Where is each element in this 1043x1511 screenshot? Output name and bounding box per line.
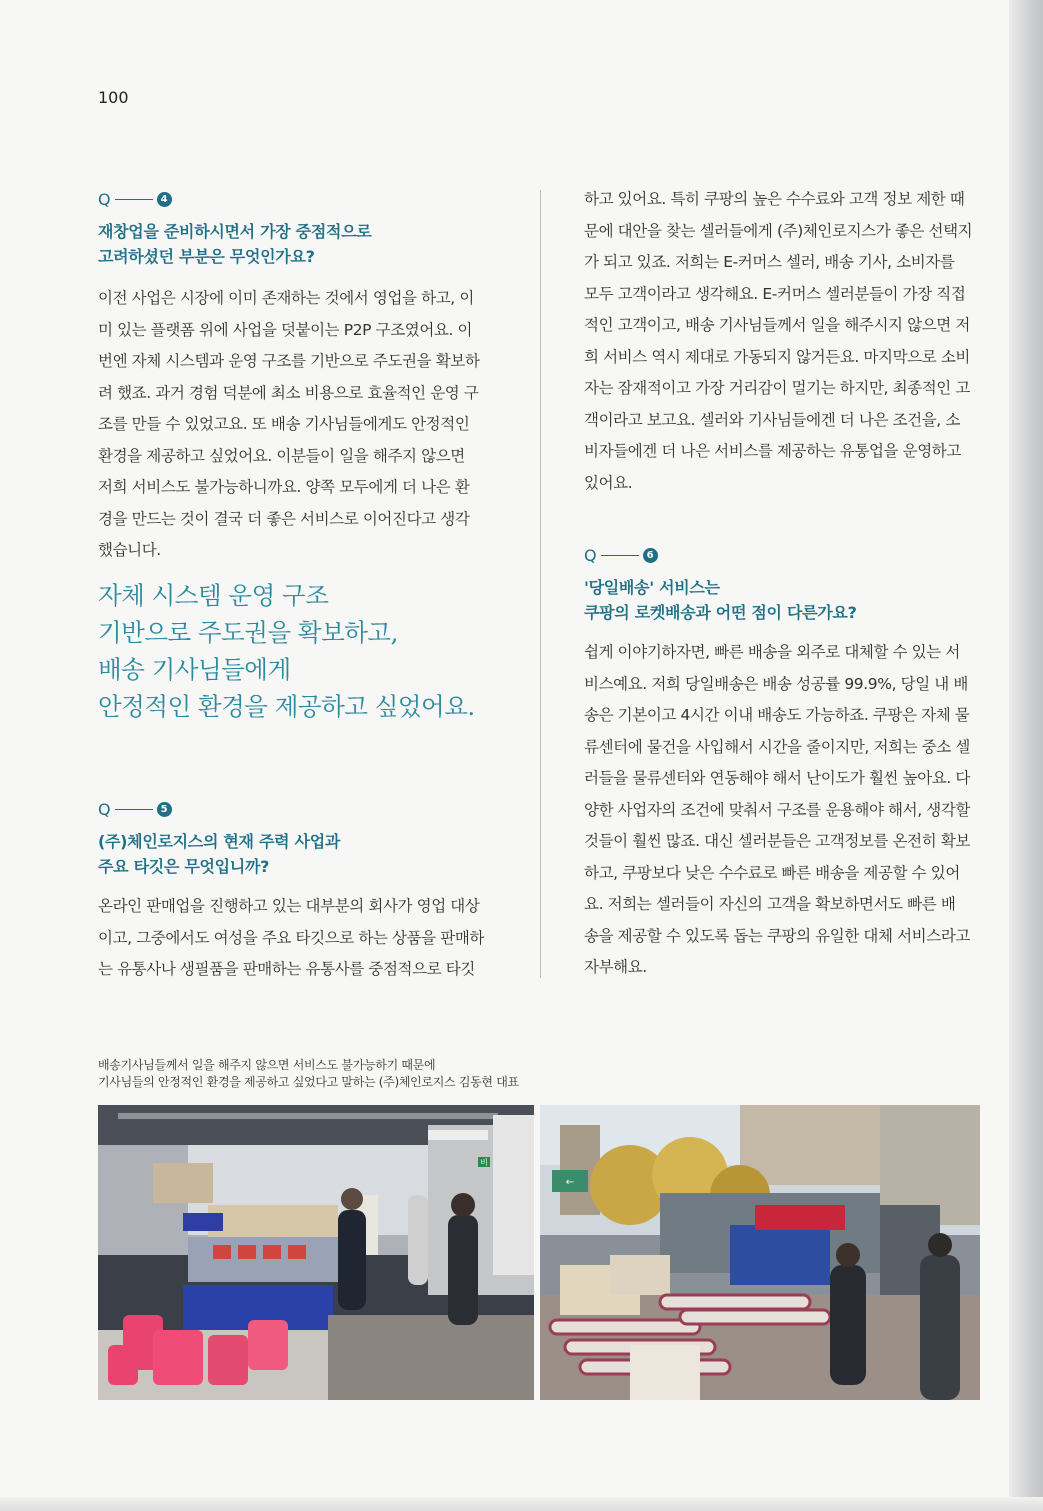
- pull-quote: [98, 577, 498, 725]
- q6-title-line: 쿠팡의 로켓배송과 어떤 점이 다른가요?: [584, 603, 857, 622]
- q4-answer-line: 저희 서비스도 불가능하니까요. 양쪽 모두에게 더 나은 환: [98, 478, 470, 496]
- q5-answer-line: 이고, 그중에서도 여성을 주요 타깃으로 하는 상품을 판매하: [98, 928, 484, 947]
- q6-title-line: '당일배송' 서비스는: [584, 578, 720, 597]
- q4-title-line: 재창업을 준비하시면서 가장 중점적으로: [98, 222, 372, 241]
- pull-quote-line: 기반으로 주도권을 확보하고,: [98, 617, 398, 647]
- q6-heading: [584, 546, 984, 565]
- left-column-q5: [98, 800, 498, 986]
- q5-answer-line: 있어요.: [584, 473, 633, 492]
- photo-caption: [98, 1057, 519, 1091]
- q5-title-line: (주)체인로지스의 현재 주력 사업과: [98, 832, 341, 851]
- q5-title-line: 주요 타깃은 무엇입니까?: [98, 857, 270, 876]
- q4-answer-line: 려 했죠. 과거 경험 덕분에 최소 비용으로 효율적인 운영 구: [98, 383, 479, 402]
- pull-quote-line: 배송 기사님들에게: [98, 654, 291, 684]
- q6-answer-line: 요. 저희는 셀러들이 자신의 고객을 확보하면서도 빠른 배: [584, 895, 956, 913]
- q5-answer-line: 는 유통사나 생필품을 판매하는 유통사를 중점적으로 타깃: [98, 960, 475, 978]
- street-sign-label: ←: [565, 1177, 575, 1188]
- q4-answer-line: 조를 만들 수 있었고요. 또 배송 기사님들에게도 안정적인: [98, 415, 470, 433]
- street-scene-illustration: [540, 1105, 980, 1400]
- q5-answer-line: 자는 잠재적이고 가장 거리감이 멀기는 하지만, 최종적인 고: [584, 379, 970, 397]
- q6-answer-line: 것들이 훨씬 많죠. 대신 셀러분들은 고객정보를 온전히 확보: [584, 832, 970, 850]
- column-divider: [540, 190, 541, 978]
- q5-answer-line: 비자들에겐 더 나은 서비스를 제공하는 유통업을 운영하고: [584, 442, 961, 460]
- q5-answer-line: 하고 있어요. 특히 쿠팡의 높은 수수료와 고객 정보 제한 때: [584, 190, 965, 208]
- q5-answer-line: 객이라고 보고요. 셀러와 기사님들에겐 더 나은 조건을, 소: [584, 410, 960, 429]
- street-loading-photo: [540, 1105, 980, 1400]
- q6-answer: [584, 637, 984, 984]
- q6-answer-line: 비스예요. 저희 당일배송은 배송 성공률 99.9%, 당일 내 배: [584, 674, 968, 693]
- q6-label: Q: [584, 546, 597, 565]
- q4-answer-line: 했습니다.: [98, 541, 161, 559]
- q6-title: [584, 575, 984, 625]
- q5-heading: [98, 800, 498, 819]
- page-edge-shadow: [1009, 0, 1043, 1511]
- q4-answer-line: 미 있는 플랫폼 위에 사업을 덧붙이는 P2P 구조였어요. 이: [98, 320, 473, 339]
- caption-line: 배송기사님들께서 일을 해주지 않으면 서비스도 불가능하기 때문에: [98, 1058, 436, 1072]
- q4-title-line: 고려하셨던 부분은 무엇인가요?: [98, 247, 315, 266]
- right-column: [584, 184, 984, 499]
- q5-answer: [98, 891, 498, 986]
- q6-answer-line: 러들을 물류센터와 연동해야 해서 난이도가 훨씬 높아요. 다: [584, 769, 970, 787]
- q6-rule: [601, 555, 639, 556]
- left-column: [98, 190, 498, 725]
- q5-answer-continued: [584, 184, 984, 499]
- pull-quote-line: 안정적인 환경을 제공하고 싶었어요.: [98, 691, 475, 721]
- q6-answer-line: 류센터에 물건을 사입해서 시간을 줄이지만, 저희는 중소 셀: [584, 737, 970, 756]
- pull-quote-line: 자체 시스템 운영 구조: [98, 580, 329, 610]
- q5-number-badge: 5: [157, 802, 172, 817]
- warehouse-scene-illustration: [98, 1105, 534, 1400]
- q6-answer-line: 송은 기본이고 4시간 이내 배송도 가능하죠. 쿠팡은 자체 물: [584, 706, 970, 724]
- page-number: 100: [98, 88, 129, 107]
- right-column-q6: [584, 546, 984, 984]
- q5-label: Q: [98, 800, 111, 819]
- warehouse-photo: [98, 1105, 534, 1400]
- q6-answer-line: 하고, 쿠팡보다 낮은 수수료로 빠른 배송을 제공할 수 있어: [584, 863, 960, 882]
- q4-answer: [98, 283, 498, 567]
- q6-answer-line: 자부해요.: [584, 958, 647, 976]
- page-bottom-shadow: [0, 1497, 1043, 1511]
- q6-number-badge: 6: [643, 548, 658, 563]
- caption-line: 기사님들의 안정적인 환경을 제공하고 싶었다고 말하는 (주)체인로지스 김동현 대표: [98, 1075, 519, 1089]
- q4-number-badge: 4: [157, 192, 172, 207]
- q4-heading: [98, 190, 498, 209]
- q5-rule: [115, 809, 153, 810]
- q6-answer-line: 양한 사업자의 조건에 맞춰서 구조를 운용해야 해서, 생각할: [584, 800, 970, 819]
- q6-answer-line: 송을 제공할 수 있도록 돕는 쿠팡의 유일한 대체 서비스라고: [584, 926, 970, 945]
- q4-answer-line: 이전 사업은 시장에 이미 존재하는 것에서 영업을 하고, 이: [98, 289, 474, 307]
- q5-answer-line: 적인 고객이고, 배송 기사님들께서 일을 해주시지 않으면 저: [584, 316, 970, 334]
- q4-answer-line: 번엔 자체 시스템과 운영 구조를 기반으로 주도권을 확보하: [98, 352, 480, 370]
- q4-answer-line: 환경을 제공하고 싶었어요. 이분들이 일을 해주지 않으면: [98, 446, 465, 465]
- q5-title: [98, 829, 498, 879]
- q4-title: [98, 219, 498, 269]
- q4-label: Q: [98, 190, 111, 209]
- exit-sign-label: 비: [480, 1158, 488, 1167]
- q4-rule: [115, 199, 153, 200]
- q5-answer-line: 문에 대안을 찾는 셀러들에게 (주)체인로지스가 좋은 선택지: [584, 221, 973, 240]
- q5-answer-line: 가 되고 있죠. 저희는 E-커머스 셀러, 배송 기사, 소비자를: [584, 253, 955, 271]
- q6-answer-line: 쉽게 이야기하자면, 빠른 배송을 외주로 대체할 수 있는 서: [584, 643, 960, 661]
- q4-answer-line: 경을 만드는 것이 결국 더 좋은 서비스로 이어진다고 생각: [98, 509, 470, 528]
- q5-answer-line: 모두 고객이라고 생각해요. E-커머스 셀러분들이 가장 직접: [584, 284, 966, 303]
- q5-answer-line: 희 서비스 역시 제대로 가동되지 않거든요. 마지막으로 소비: [584, 347, 970, 366]
- q5-answer-line: 온라인 판매업을 진행하고 있는 대부분의 회사가 영업 대상: [98, 897, 480, 915]
